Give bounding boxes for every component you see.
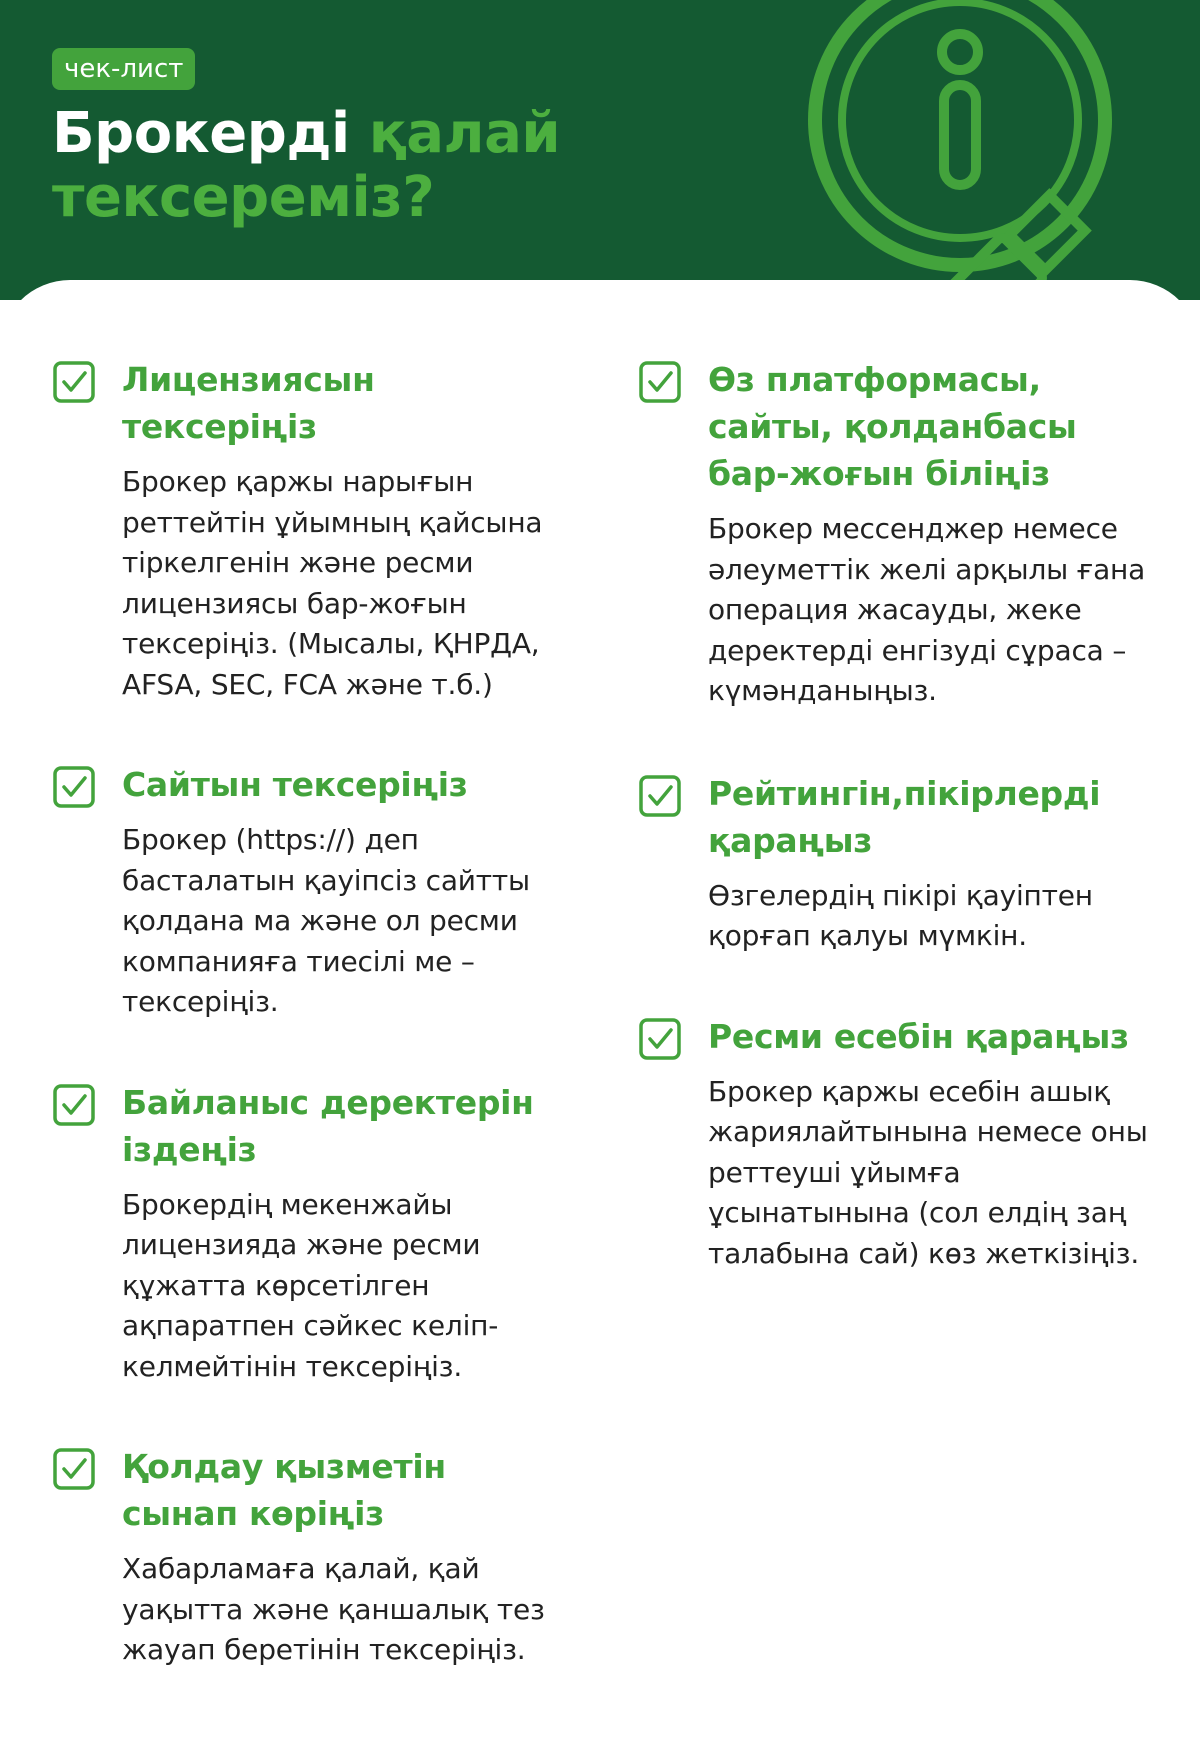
checklist-item-website xyxy=(52,761,572,1023)
checklist-item-license xyxy=(52,356,572,705)
checkbox-checked-icon xyxy=(638,360,682,404)
item-title: Сайтын тексеріңіз xyxy=(122,765,468,804)
checkbox-checked-icon xyxy=(52,1083,96,1127)
title-green-part: қалай xyxy=(368,101,561,166)
magnifier-info-icon xyxy=(790,0,1200,300)
checkbox-checked-icon xyxy=(52,765,96,809)
left-column xyxy=(52,356,572,1671)
checklist-item-support xyxy=(52,1443,572,1671)
item-text: Брокер қаржы есебін ашық жариялайтынына немесе оны реттеуші ұйымға ұсынатынына (сол елдің заң талабына сай) көз жеткізіңіз. xyxy=(708,1074,1148,1270)
item-text: Брокер мессенджер немесе әлеуметтік желі арқылы ғана операция жасауды, жеке деректерді енгізуді сұраса – күмәнданыңыз. xyxy=(708,512,1146,707)
right-column xyxy=(638,356,1158,1274)
item-title: Өз платформасы, сайты, қолданбасы бар-жоғын біліңіз xyxy=(708,360,1077,493)
item-text: Брокердің мекенжайы лицензияда және ресми құжатта көрсетілген ақпаратпен сәйкес келіп-келмейтінін тексеріңіз. xyxy=(122,1187,499,1383)
item-text: Брокер қаржы нарығын реттейтін ұйымның қайсына тіркелгенін және ресми лицензиясы бар-жоғын тексеріңіз. (Мысалы, ҚНРДА, AFSA, SEC, FCA және т.б.) xyxy=(122,465,543,701)
checklist-item-report xyxy=(638,1013,1158,1275)
item-text: Өзгелердің пікірі қауіптен қорғап қалуы мүмкін. xyxy=(708,878,1093,952)
checklist-item-ratings xyxy=(638,770,1158,957)
page-title xyxy=(52,102,560,230)
item-title: Байланыс деректерін іздеңіз xyxy=(122,1082,534,1169)
checkbox-checked-icon xyxy=(638,1017,682,1061)
checklist-badge: чек-лист xyxy=(52,48,195,90)
checkbox-checked-icon xyxy=(52,360,96,404)
checklist-item-platform xyxy=(638,356,1158,712)
checkbox-checked-icon xyxy=(638,774,682,818)
item-text: Хабарламаға қалай, қай уақытта және қаншалық тез жауап беретінін тексеріңіз. xyxy=(122,1552,545,1666)
item-title: Қолдау қызметін сынап көріңіз xyxy=(122,1447,446,1533)
item-title: Лицензиясын тексеріңіз xyxy=(122,360,375,446)
header-banner xyxy=(0,0,1200,300)
item-text: Брокер (https://) деп басталатын қауіпсіз сайтты қолдана ма және ол ресми компанияға тиесілі ме – тексеріңіз. xyxy=(122,823,530,1018)
item-title: Ресми есебін қараңыз xyxy=(708,1016,1129,1056)
checklist-item-contacts xyxy=(52,1079,572,1388)
checkbox-checked-icon xyxy=(52,1447,96,1491)
item-title: Рейтингін,пікірлерді қараңыз xyxy=(708,773,1101,860)
title-green-line2: тексереміз? xyxy=(52,165,435,230)
title-white-part: Брокерді xyxy=(52,101,350,166)
